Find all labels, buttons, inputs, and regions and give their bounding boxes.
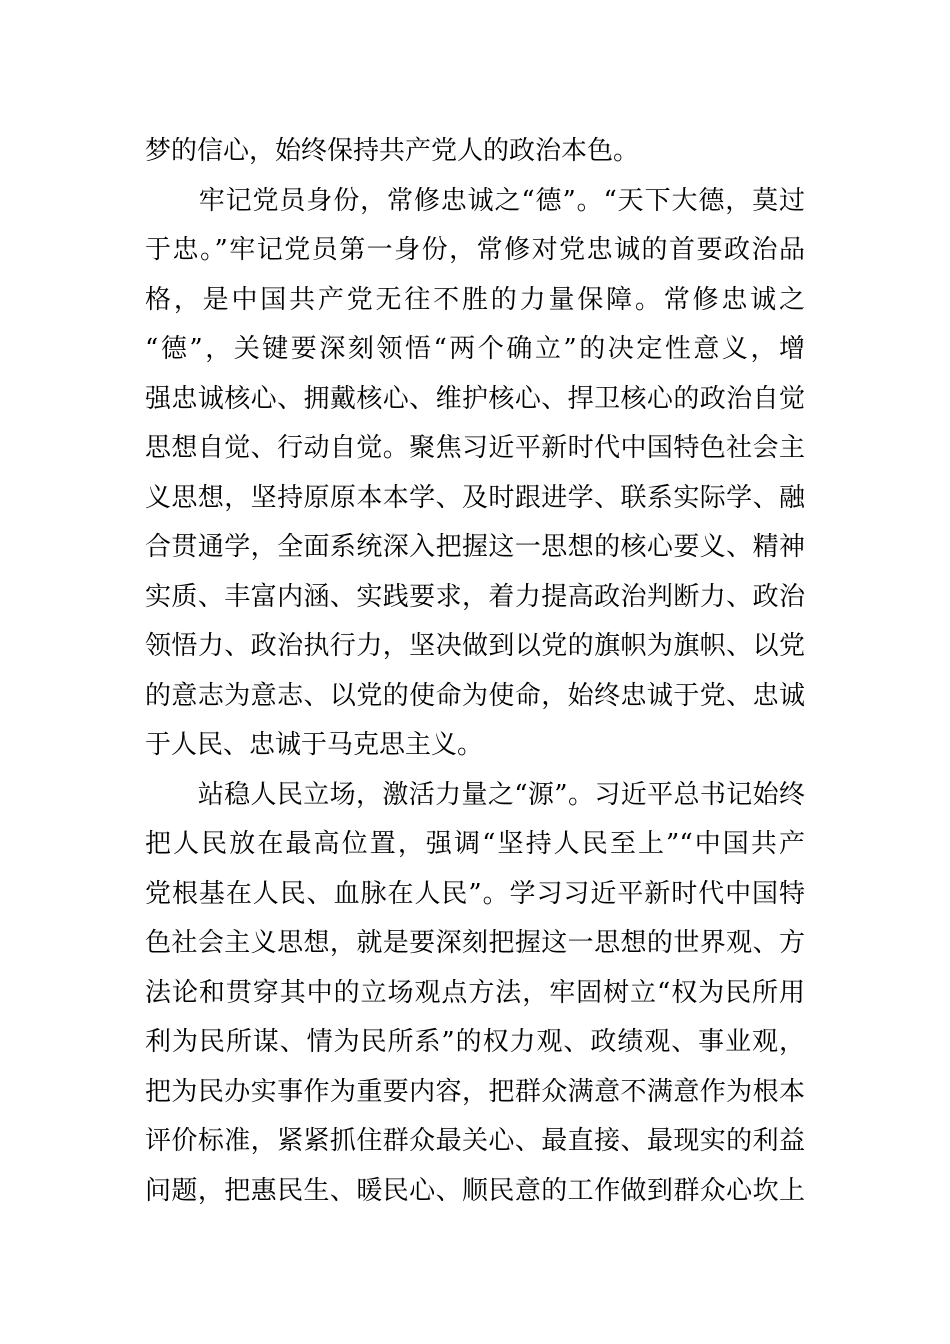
text-line: 问题，把惠民生、暖民心、顺民意的工作做到群众心坎上: [145, 1175, 805, 1206]
document-body-text: [145, 127, 805, 1216]
text-line: 思想自觉、行动自觉。聚焦习近平新时代中国特色社会主: [145, 433, 805, 463]
text-line: 格，是中国共产党无往不胜的力量保障。常修忠诚之: [145, 284, 805, 315]
text-line: 利为民所谋、情为民所系”的权力观、政绩观、事业观，: [145, 1027, 805, 1057]
text-line: 的意志为意志、以党的使命为使命，始终忠诚于党、忠诚: [145, 680, 805, 711]
text-line: 合贯通学，全面系统深入把握这一思想的核心要义、精神: [145, 532, 805, 562]
text-line: 色社会主义思想，就是要深刻把握这一思想的世界观、方: [145, 928, 805, 958]
text-line: 牢记党员身份，常修忠诚之“德”。“天下大德，莫过: [145, 185, 805, 216]
text-line: 实质、丰富内涵、实践要求，着力提高政治判断力、政治: [145, 581, 805, 612]
text-line: 把人民放在最高位置，强调“坚持人民至上”“中国共产: [145, 829, 805, 859]
text-line: 党根基在人民、血脉在人民”。学习习近平新时代中国特: [145, 878, 805, 909]
text-line: 法论和贯穿其中的立场观点方法，牢固树立“权为民所用: [145, 977, 805, 1008]
text-line: 于忠。”牢记党员第一身份，常修对党忠诚的首要政治品: [145, 235, 805, 265]
text-line: 梦的信心，始终保持共产党人的政治本色。: [145, 136, 640, 166]
text-line: 强忠诚核心、拥戴核心、维护核心、捍卫核心的政治自觉: [145, 383, 805, 414]
text-line: “德”，关键要深刻领悟“两个确立”的决定性意义，增: [145, 334, 805, 364]
text-line: 把为民办实事作为重要内容，把群众满意不满意作为根本: [145, 1076, 805, 1107]
text-line: 评价标准，紧紧抓住群众最关心、最直接、最现实的利益: [145, 1126, 805, 1156]
text-line: 站稳人民立场，激活力量之“源”。习近平总书记始终: [145, 779, 805, 810]
text-line: 于人民、忠诚于马克思主义。: [145, 730, 484, 760]
text-line: 义思想，坚持原原本本学、及时跟进学、联系实际学、融: [145, 482, 805, 513]
text-line: 领悟力、政治执行力，坚决做到以党的旗帜为旗帜、以党: [145, 631, 805, 661]
